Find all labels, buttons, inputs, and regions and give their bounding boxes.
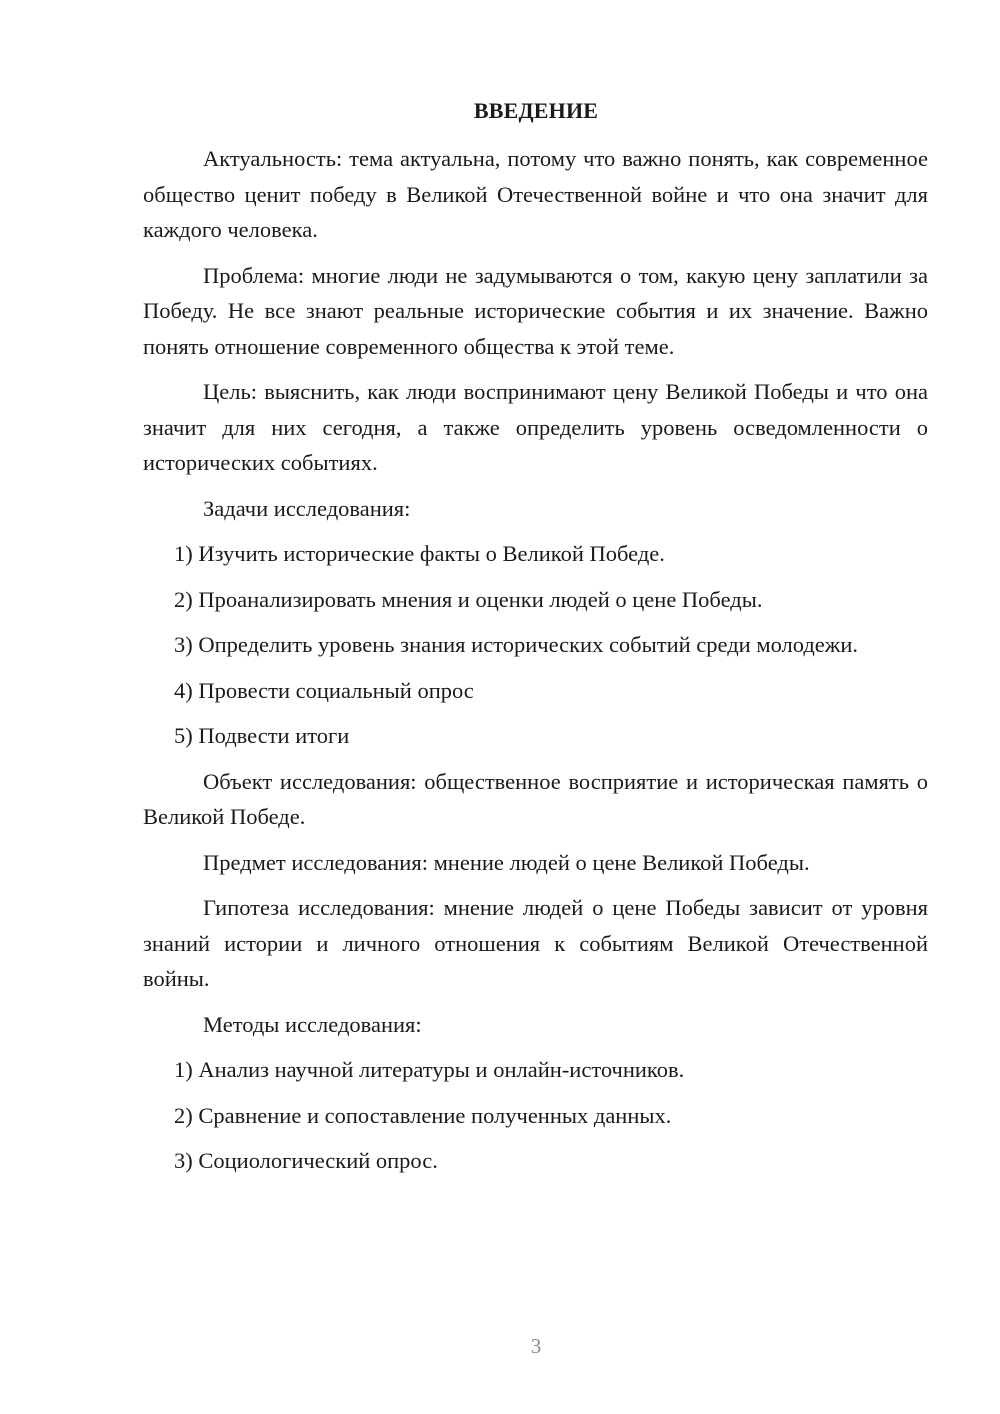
document-body (143, 141, 928, 1189)
task-item: 4) Провести социальный опрос (174, 677, 474, 703)
problem-paragraph: Проблема: многие люди не задумываются о том, какую цену заплатили за Победу. Не все знают реальные исторические события и их значение. Важно понять отношение современного общества к этой теме. (143, 262, 928, 359)
object-paragraph: Объект исследования: общественное восприятие и историческая память о Великой Победе. (143, 768, 928, 829)
hypothesis-paragraph: Гипотеза исследования: мнение людей о цене Победы зависит от уровня знаний истории и личного отношения к событиям Великой Отечественной войны. (143, 895, 928, 991)
method-item: 2) Сравнение и сопоставление полученных данных. (174, 1102, 672, 1128)
task-item: 1) Изучить исторические факты о Великой Победе. (174, 541, 665, 566)
method-item: 3) Социологический опрос. (174, 1148, 438, 1173)
page-number: 3 (530, 1334, 542, 1358)
relevance-paragraph: Актуальность: тема актуальна, потому что важно понять, как современное общество ценит победу в Великой Отечественной войне и что она значит для каждого человека. (143, 146, 928, 242)
goal-paragraph: Цель: выяснить, как люди воспринимают цену Великой Победы и что она значит для них сегодня, а также определить уровень осведомленности о исторических событиях. (143, 379, 928, 475)
task-item: 5) Подвести итоги (174, 723, 350, 748)
subject-paragraph: Предмет исследования: мнение людей о цене Великой Победы. (203, 849, 810, 875)
task-item: 3) Определить уровень знания исторических событий среди молодежи. (174, 632, 858, 657)
tasks-heading: Задачи исследования: (203, 495, 411, 521)
methods-heading: Методы исследования: (203, 1011, 422, 1037)
method-item: 1) Анализ научной литературы и онлайн-источников. (174, 1057, 685, 1082)
task-item: 2) Проанализировать мнения и оценки людей о цене Победы. (174, 586, 763, 612)
section-title: ВВЕДЕНИЕ (473, 98, 599, 123)
